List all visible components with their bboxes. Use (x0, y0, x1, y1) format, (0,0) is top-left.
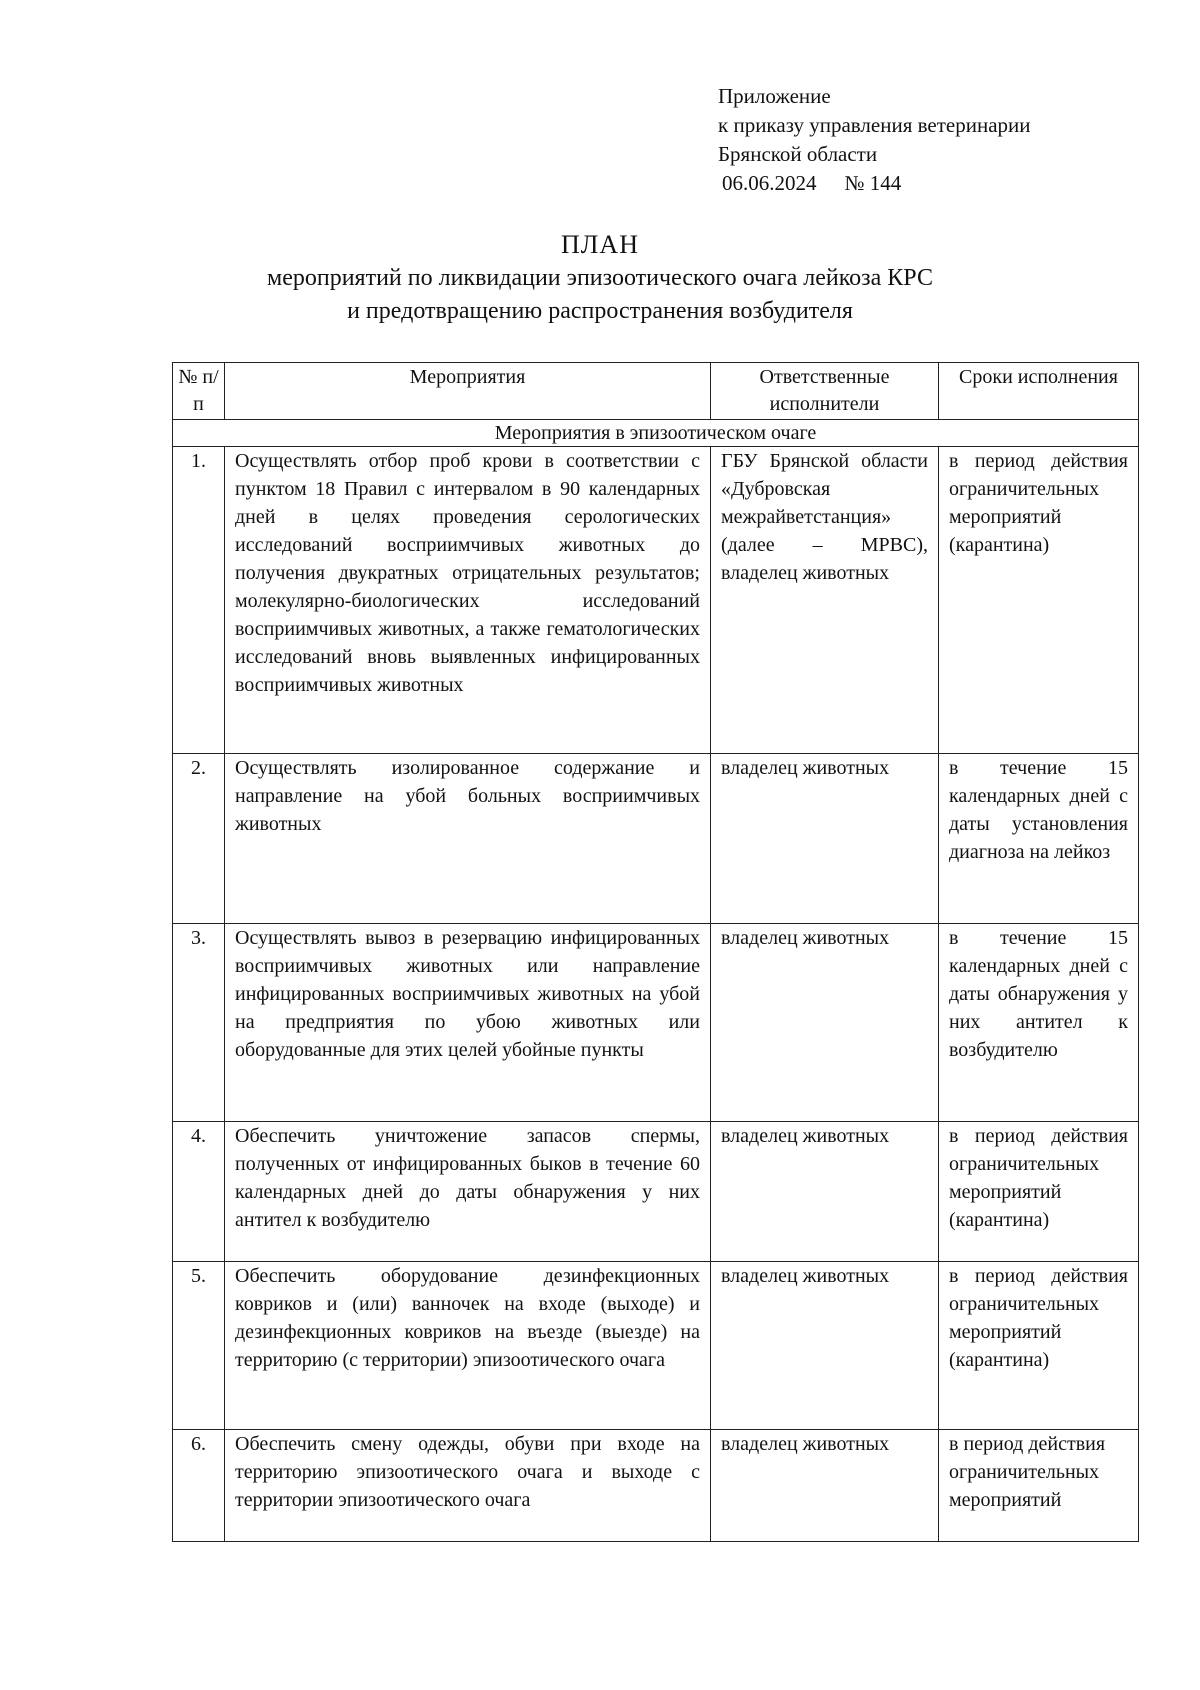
row-responsible: владелец животных (711, 1262, 939, 1430)
row-num: 5. (173, 1262, 225, 1430)
appendix-number: № 144 (844, 171, 902, 195)
row-responsible: владелец животных (711, 754, 939, 924)
row-responsible: владелец животных (711, 1430, 939, 1542)
document-title (0, 228, 1200, 328)
table-row (173, 754, 1139, 924)
row-term: в период действия ограничительных мероприятий (карантина) (939, 1122, 1139, 1262)
title-subtitle-2: и предотвращению распространения возбудителя (347, 298, 853, 324)
row-term: в течение 15 календарных дней с даты обнаружения у них антител к возбудителю (939, 924, 1139, 1122)
appendix-date-line (718, 169, 1031, 198)
appendix-header (718, 82, 1031, 198)
table-header-row (173, 363, 1139, 420)
row-term: в период действия ограничительных мероприятий (939, 1430, 1139, 1542)
row-num: 6. (173, 1430, 225, 1542)
title-heading: ПЛАН (561, 230, 639, 259)
plan-table (172, 362, 1139, 1542)
row-responsible: ГБУ Брянской области «Дубровская межрайветстанция» (далее – МРВС), владелец животных (711, 447, 939, 754)
table-row (173, 1122, 1139, 1262)
row-measure: Осуществлять изолированное содержание и направление на убой больных восприимчивых животных (225, 754, 711, 924)
row-measure: Обеспечить оборудование дезинфекционных ковриков и (или) ванночек на входе (выходе) и дезинфекционных ковриков на въезде (выезде) на территорию (с территории) эпизоотического очага (225, 1262, 711, 1430)
section-row (173, 420, 1139, 447)
row-measure: Осуществлять вывоз в резервацию инфицированных восприимчивых животных или направление инфицированных восприимчивых животных на убой на предприятия по убою животных или оборудованные для этих целей убойные пункты (225, 924, 711, 1122)
appendix-order-line: к приказу управления ветеринарии (718, 113, 1031, 137)
table-row (173, 447, 1139, 754)
table-row (173, 1430, 1139, 1542)
table-row (173, 1262, 1139, 1430)
row-measure: Обеспечить смену одежды, обуви при входе на территорию эпизоотического очага и выходе с территории эпизоотического очага (225, 1430, 711, 1542)
row-responsible: владелец животных (711, 1122, 939, 1262)
row-num: 4. (173, 1122, 225, 1262)
row-measure: Обеспечить уничтожение запасов спермы, полученных от инфицированных быков в течение 60 календарных дней до даты обнаружения у них антител к возбудителю (225, 1122, 711, 1262)
table-row (173, 924, 1139, 1122)
header-terms: Сроки исполнения (939, 363, 1139, 420)
row-measure: Осуществлять отбор проб крови в соответствии с пунктом 18 Правил с интервалом в 90 календарных дней в целях проведения серологических исследований восприимчивых животных до получения двукратных отрицательных результатов; молекулярно-биологических исследований восприимчивых животных, а также гематологических исследований вновь выявленных инфицированных восприимчивых животных (225, 447, 711, 754)
appendix-region-line: Брянской области (718, 142, 878, 166)
row-num: 2. (173, 754, 225, 924)
section-title: Мероприятия в эпизоотическом очаге (173, 420, 1139, 447)
title-subtitle-1: мероприятий по ликвидации эпизоотического очага лейкоза КРС (267, 265, 933, 291)
row-num: 1. (173, 447, 225, 754)
row-num: 3. (173, 924, 225, 1122)
row-term: в период действия ограничительных мероприятий (карантина) (939, 1262, 1139, 1430)
header-measures: Мероприятия (225, 363, 711, 420)
header-num: № п/п (173, 363, 225, 420)
row-responsible: владелец животных (711, 924, 939, 1122)
row-term: в течение 15 календарных дней с даты установления диагноза на лейкоз (939, 754, 1139, 924)
row-term: в период действия ограничительных мероприятий (карантина) (939, 447, 1139, 754)
appendix-date: 06.06.2024 (722, 171, 817, 195)
header-responsible: Ответственные исполнители (711, 363, 939, 420)
appendix-label: Приложение (718, 84, 831, 108)
